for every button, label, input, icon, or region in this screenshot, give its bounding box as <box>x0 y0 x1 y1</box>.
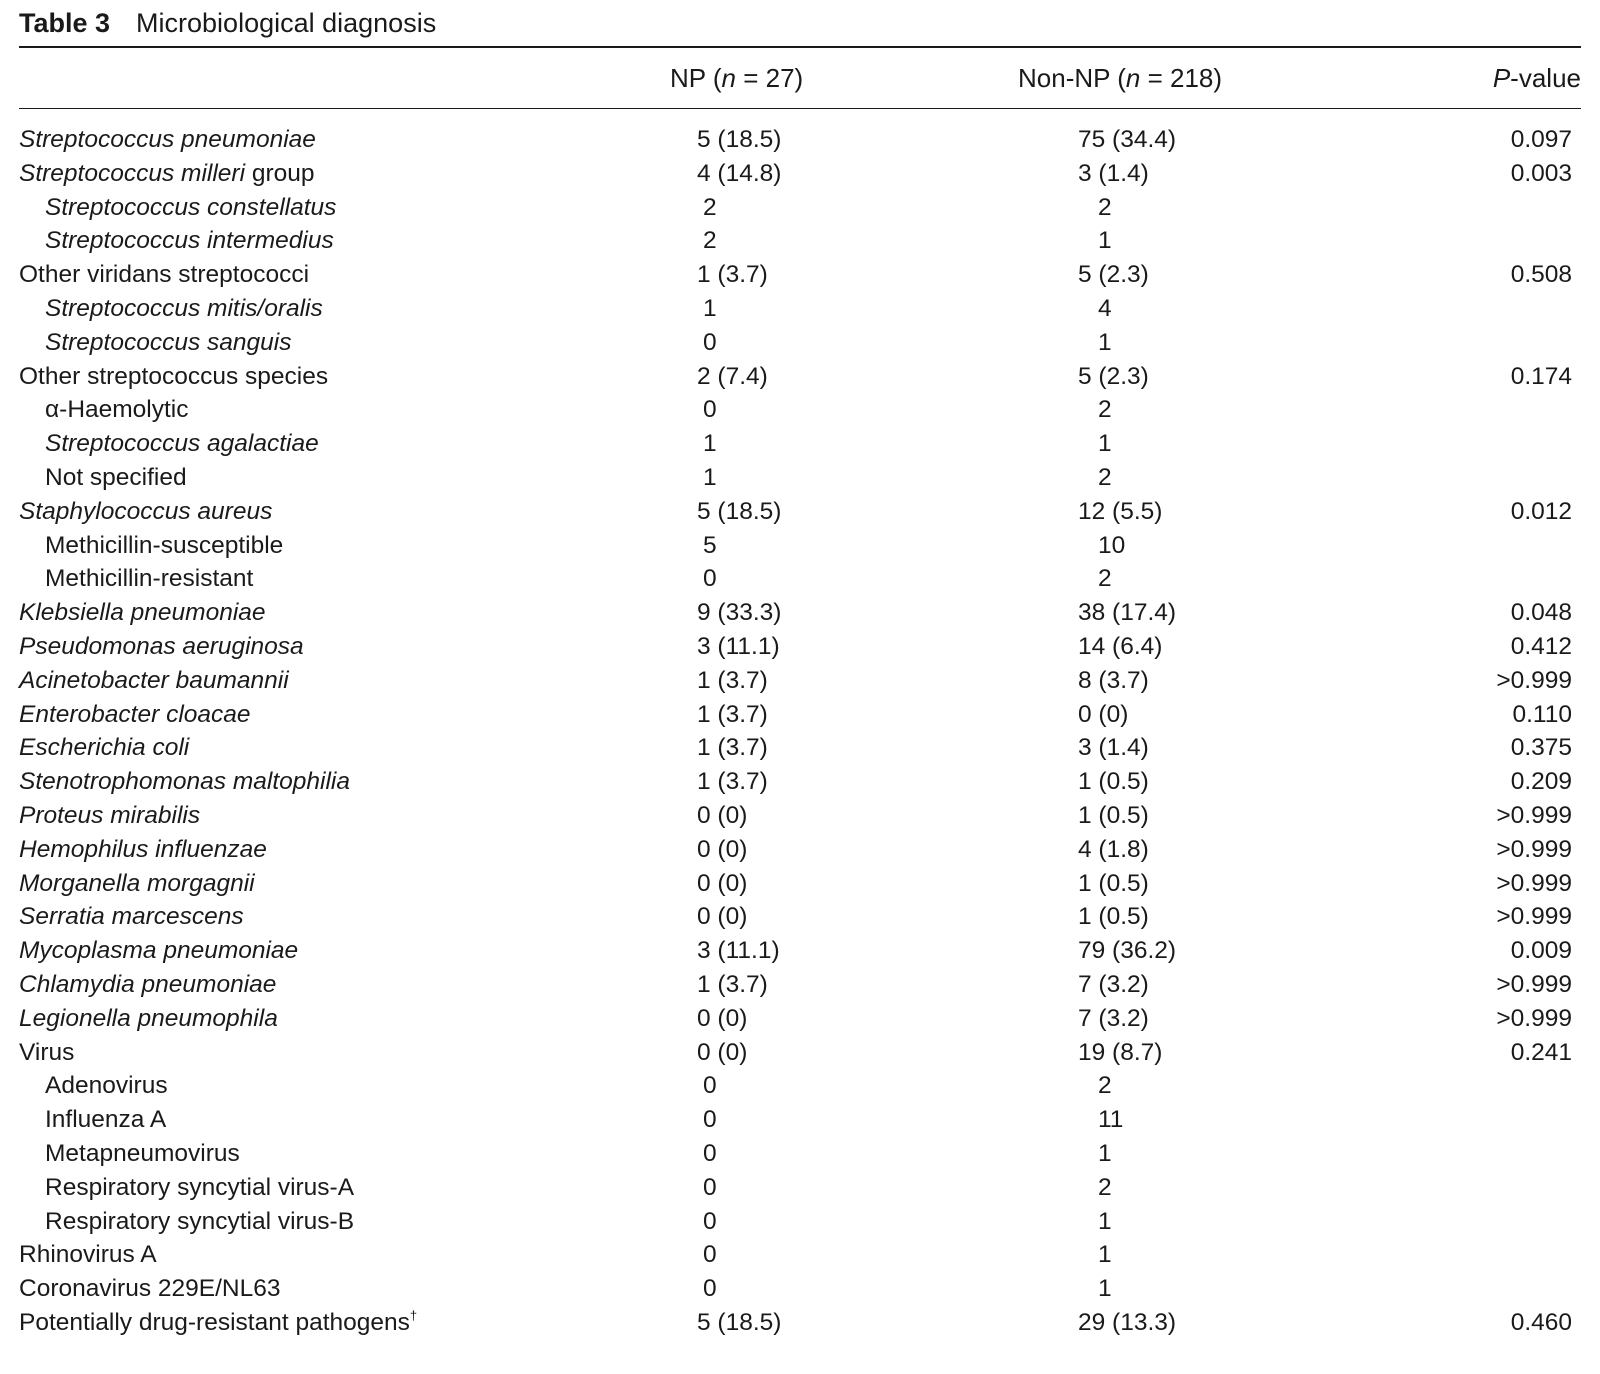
np-value: 1 (3.7) <box>697 734 768 762</box>
row-label <box>19 934 298 968</box>
row-label <box>45 393 189 427</box>
non-np-value: 2 <box>1098 396 1112 424</box>
non-np-value: 8 (3.7) <box>1078 666 1149 694</box>
np-value: 0 <box>703 1241 717 1269</box>
p-value: >0.999 <box>1496 903 1572 931</box>
p-value: 0.009 <box>1510 937 1572 965</box>
row-label-text: Metapneumovirus <box>45 1139 240 1167</box>
header-p-italic: P <box>1492 63 1511 93</box>
non-np-value: 4 <box>1098 294 1112 322</box>
row-label-text: Other viridans streptococci <box>19 261 310 289</box>
np-value: 0 <box>703 1072 717 1100</box>
row-label <box>45 224 334 258</box>
np-value: 1 <box>703 430 717 458</box>
row-label-text: α-Haemolytic <box>45 396 189 424</box>
np-value: 0 (0) <box>697 835 748 863</box>
np-value: 0 <box>703 1275 717 1303</box>
row-label-text: Pseudomonas aeruginosa <box>19 632 304 660</box>
table-row <box>0 562 1600 596</box>
row-label-text: Staphylococcus aureus <box>19 497 273 525</box>
table-row <box>0 326 1600 360</box>
row-label <box>19 833 267 867</box>
p-value: 0.110 <box>1512 700 1572 728</box>
np-value: 5 <box>703 531 717 559</box>
row-label-text: Streptococcus constellatus <box>45 193 337 221</box>
np-value: 5 (18.5) <box>697 1308 782 1336</box>
row-label <box>19 1036 74 1070</box>
np-value: 1 (3.7) <box>697 261 768 289</box>
row-label-text: Streptococcus sanguis <box>45 328 292 356</box>
non-np-value: 0 (0) <box>1078 700 1129 728</box>
p-value: 0.003 <box>1510 159 1572 187</box>
np-value: 2 <box>703 193 717 221</box>
header-nonnp-n: n <box>1125 63 1141 93</box>
row-label-text: Methicillin-resistant <box>45 565 254 593</box>
np-value: 3 (11.1) <box>697 632 780 660</box>
p-value: 0.048 <box>1510 599 1572 627</box>
p-value: >0.999 <box>1496 1004 1572 1032</box>
table-row <box>0 461 1600 495</box>
footnote-marker: † <box>409 1307 418 1323</box>
row-label-text: Rhinovirus A <box>19 1241 157 1269</box>
table-row <box>0 765 1600 799</box>
table-row <box>0 1171 1600 1205</box>
row-label-text: Serratia marcescens <box>19 903 244 931</box>
table-row <box>0 596 1600 630</box>
non-np-value: 12 (5.5) <box>1078 497 1163 525</box>
header-non-np <box>1018 61 1222 95</box>
non-np-value: 19 (8.7) <box>1078 1038 1163 1066</box>
table-row <box>0 1002 1600 1036</box>
table-row <box>0 191 1600 225</box>
np-value: 0 <box>703 1207 717 1235</box>
top-rule <box>19 46 1581 48</box>
non-np-value: 2 <box>1098 463 1112 491</box>
np-value: 0 <box>703 1106 717 1134</box>
row-label-text: Escherichia coli <box>19 734 190 762</box>
non-np-value: 2 <box>1098 1072 1112 1100</box>
row-label-text: Streptococcus pneumoniae <box>19 126 316 153</box>
np-value: 5 (18.5) <box>697 497 782 525</box>
row-label <box>45 1171 354 1205</box>
np-value: 0 <box>703 565 717 593</box>
row-label <box>19 664 289 698</box>
table-row <box>0 630 1600 664</box>
np-value: 0 <box>703 1173 717 1201</box>
row-label-text: Coronavirus 229E/NL63 <box>19 1275 281 1303</box>
np-value: 1 <box>703 463 717 491</box>
row-label <box>45 191 336 225</box>
row-label <box>45 1205 354 1239</box>
p-value: 0.412 <box>1510 632 1572 660</box>
non-np-value: 1 (0.5) <box>1078 869 1149 897</box>
non-np-value: 1 <box>1098 328 1112 356</box>
table-body <box>0 123 1600 1340</box>
row-label <box>19 900 244 934</box>
non-np-value: 79 (36.2) <box>1078 937 1177 965</box>
table-row <box>0 731 1600 765</box>
np-value: 1 (3.7) <box>697 700 768 728</box>
np-value: 0 <box>703 396 717 424</box>
np-value: 0 (0) <box>697 903 748 931</box>
table-caption <box>19 6 436 40</box>
table-row <box>0 1137 1600 1171</box>
header-p-value <box>1493 61 1581 95</box>
np-value: 1 (3.7) <box>697 768 768 796</box>
p-value: >0.999 <box>1496 970 1572 998</box>
row-label <box>19 596 266 630</box>
table-row <box>0 224 1600 258</box>
p-value: >0.999 <box>1496 801 1572 829</box>
non-np-value: 1 <box>1098 1139 1112 1167</box>
row-label-text: Mycoplasma pneumoniae <box>19 937 299 965</box>
header-nonnp-suffix: = 218) <box>1140 63 1223 93</box>
row-label <box>19 1238 157 1272</box>
row-label <box>19 1002 278 1036</box>
row-label-text: Respiratory syncytial virus-A <box>45 1173 355 1201</box>
np-value: 4 (14.8) <box>697 159 782 187</box>
row-label-text: Klebsiella pneumoniae <box>19 599 266 627</box>
row-label-text: Not specified <box>45 463 187 491</box>
p-value: >0.999 <box>1496 869 1572 897</box>
table-row <box>0 258 1600 292</box>
non-np-value: 2 <box>1098 1173 1112 1201</box>
p-value: 0.241 <box>1510 1038 1572 1066</box>
non-np-value: 11 <box>1098 1106 1124 1134</box>
row-label <box>19 731 189 765</box>
row-label-text: Morganella morgagnii <box>19 869 255 897</box>
row-label-text: Influenza A <box>45 1106 167 1134</box>
np-value: 0 (0) <box>697 869 748 897</box>
row-label-text: Methicillin-susceptible <box>45 531 284 559</box>
row-label-text: Other streptococcus species <box>19 362 329 390</box>
header-p-suffix: -value <box>1510 63 1581 93</box>
table-row <box>0 1238 1600 1272</box>
row-label-text: Enterobacter cloacae <box>19 700 251 728</box>
table-row <box>0 1205 1600 1239</box>
non-np-value: 1 (0.5) <box>1078 768 1149 796</box>
row-label <box>19 1272 281 1306</box>
non-np-value: 1 <box>1098 430 1112 458</box>
np-value: 1 (3.7) <box>697 970 768 998</box>
p-value: 0.209 <box>1510 768 1572 796</box>
row-label <box>19 799 200 833</box>
row-label-text: Respiratory syncytial virus-B <box>45 1207 355 1235</box>
row-label <box>45 1069 168 1103</box>
non-np-value: 38 (17.4) <box>1078 599 1177 627</box>
table-row <box>0 934 1600 968</box>
non-np-value: 1 <box>1098 227 1112 255</box>
p-value: 0.174 <box>1510 362 1572 390</box>
row-label-text: Streptococcus intermedius <box>45 227 334 255</box>
row-label-text: Virus <box>19 1038 75 1066</box>
non-np-value: 2 <box>1098 193 1112 221</box>
row-label <box>45 427 319 461</box>
row-label <box>19 698 251 732</box>
non-np-value: 1 <box>1098 1275 1112 1303</box>
p-value: 0.460 <box>1510 1308 1572 1336</box>
non-np-value: 1 <box>1098 1241 1112 1269</box>
row-label <box>19 867 255 901</box>
table-row <box>0 360 1600 394</box>
row-label <box>19 495 272 529</box>
row-label <box>19 258 309 292</box>
np-value: 0 <box>703 1139 717 1167</box>
np-value: 5 (18.5) <box>697 126 782 153</box>
row-label-text: Streptococcus agalactiae <box>45 430 319 458</box>
table-row <box>0 427 1600 461</box>
row-label <box>45 562 253 596</box>
table-number: Table 3 <box>19 8 111 38</box>
row-label-text: Legionella pneumophila <box>19 1004 278 1032</box>
np-value: 0 (0) <box>697 1004 748 1032</box>
non-np-value: 7 (3.2) <box>1078 970 1149 998</box>
table-row <box>0 1272 1600 1306</box>
row-label <box>45 1103 166 1137</box>
row-label-text: Stenotrophomonas maltophilia <box>19 768 350 796</box>
row-label <box>19 360 328 394</box>
table-row <box>0 1036 1600 1070</box>
table-row <box>0 833 1600 867</box>
non-np-value: 3 (1.4) <box>1078 159 1149 187</box>
non-np-value: 5 (2.3) <box>1078 362 1149 390</box>
table-row <box>0 1069 1600 1103</box>
row-label-text: Hemophilus influenzae <box>19 835 267 863</box>
table-title: Microbiological diagnosis <box>136 8 437 38</box>
non-np-value: 14 (6.4) <box>1078 632 1163 660</box>
row-label <box>19 968 276 1002</box>
row-label-text: Proteus mirabilis <box>19 801 201 829</box>
header-np-suffix: = 27) <box>736 63 804 93</box>
table-row <box>0 698 1600 732</box>
non-np-value: 1 <box>1098 1207 1112 1235</box>
non-np-value: 1 (0.5) <box>1078 903 1149 931</box>
table-row <box>0 1103 1600 1137</box>
table-row <box>0 799 1600 833</box>
np-value: 0 (0) <box>697 1038 748 1066</box>
table-row <box>0 123 1600 157</box>
non-np-value: 10 <box>1098 531 1126 559</box>
row-label-suffix: group <box>245 159 315 187</box>
row-label-text: Potentially drug-resistant pathogens <box>19 1308 410 1336</box>
np-value: 1 <box>703 294 717 322</box>
row-label <box>45 326 292 360</box>
table-row <box>0 867 1600 901</box>
p-value: 0.375 <box>1510 734 1572 762</box>
np-value: 3 (11.1) <box>697 937 780 965</box>
header-np <box>670 61 803 95</box>
non-np-value: 75 (34.4) <box>1078 126 1177 153</box>
p-value: >0.999 <box>1496 835 1572 863</box>
row-label <box>45 529 283 563</box>
np-value: 0 <box>703 328 717 356</box>
np-value: 0 (0) <box>697 801 748 829</box>
table-row <box>0 292 1600 326</box>
row-label <box>19 157 314 191</box>
row-label-text: Adenovirus <box>45 1072 168 1100</box>
header-np-n: n <box>721 63 736 93</box>
row-label-text: Chlamydia pneumoniae <box>19 970 277 998</box>
non-np-value: 3 (1.4) <box>1078 734 1149 762</box>
table-row <box>0 968 1600 1002</box>
np-value: 1 (3.7) <box>697 666 768 694</box>
p-value: 0.012 <box>1510 497 1572 525</box>
p-value: 0.508 <box>1510 261 1572 289</box>
table-row <box>0 900 1600 934</box>
row-label <box>19 1306 417 1340</box>
row-label <box>19 765 350 799</box>
non-np-value: 7 (3.2) <box>1078 1004 1149 1032</box>
np-value: 2 <box>703 227 717 255</box>
np-value: 9 (33.3) <box>697 599 782 627</box>
row-label-text: Streptococcus milleri <box>19 159 246 187</box>
header-np-prefix: NP ( <box>670 63 722 93</box>
table-row <box>0 1306 1600 1340</box>
row-label-text: Acinetobacter baumannii <box>19 666 289 694</box>
p-value: 0.097 <box>1510 126 1572 153</box>
non-np-value: 5 (2.3) <box>1078 261 1149 289</box>
non-np-value: 4 (1.8) <box>1078 835 1149 863</box>
np-value: 2 (7.4) <box>697 362 768 390</box>
p-value: >0.999 <box>1496 666 1572 694</box>
table-row <box>0 157 1600 191</box>
table-row <box>0 495 1600 529</box>
table-row <box>0 664 1600 698</box>
row-label <box>45 461 187 495</box>
table-row <box>0 393 1600 427</box>
row-label <box>45 1137 240 1171</box>
row-label <box>19 123 316 157</box>
non-np-value: 29 (13.3) <box>1078 1308 1177 1336</box>
table-row <box>0 529 1600 563</box>
header-rule <box>19 108 1581 109</box>
row-label <box>45 292 323 326</box>
header-nonnp-prefix: Non-NP ( <box>1018 63 1126 93</box>
row-label <box>19 630 304 664</box>
non-np-value: 2 <box>1098 565 1112 593</box>
non-np-value: 1 (0.5) <box>1078 801 1149 829</box>
row-label-text: Streptococcus mitis/oralis <box>45 294 323 322</box>
